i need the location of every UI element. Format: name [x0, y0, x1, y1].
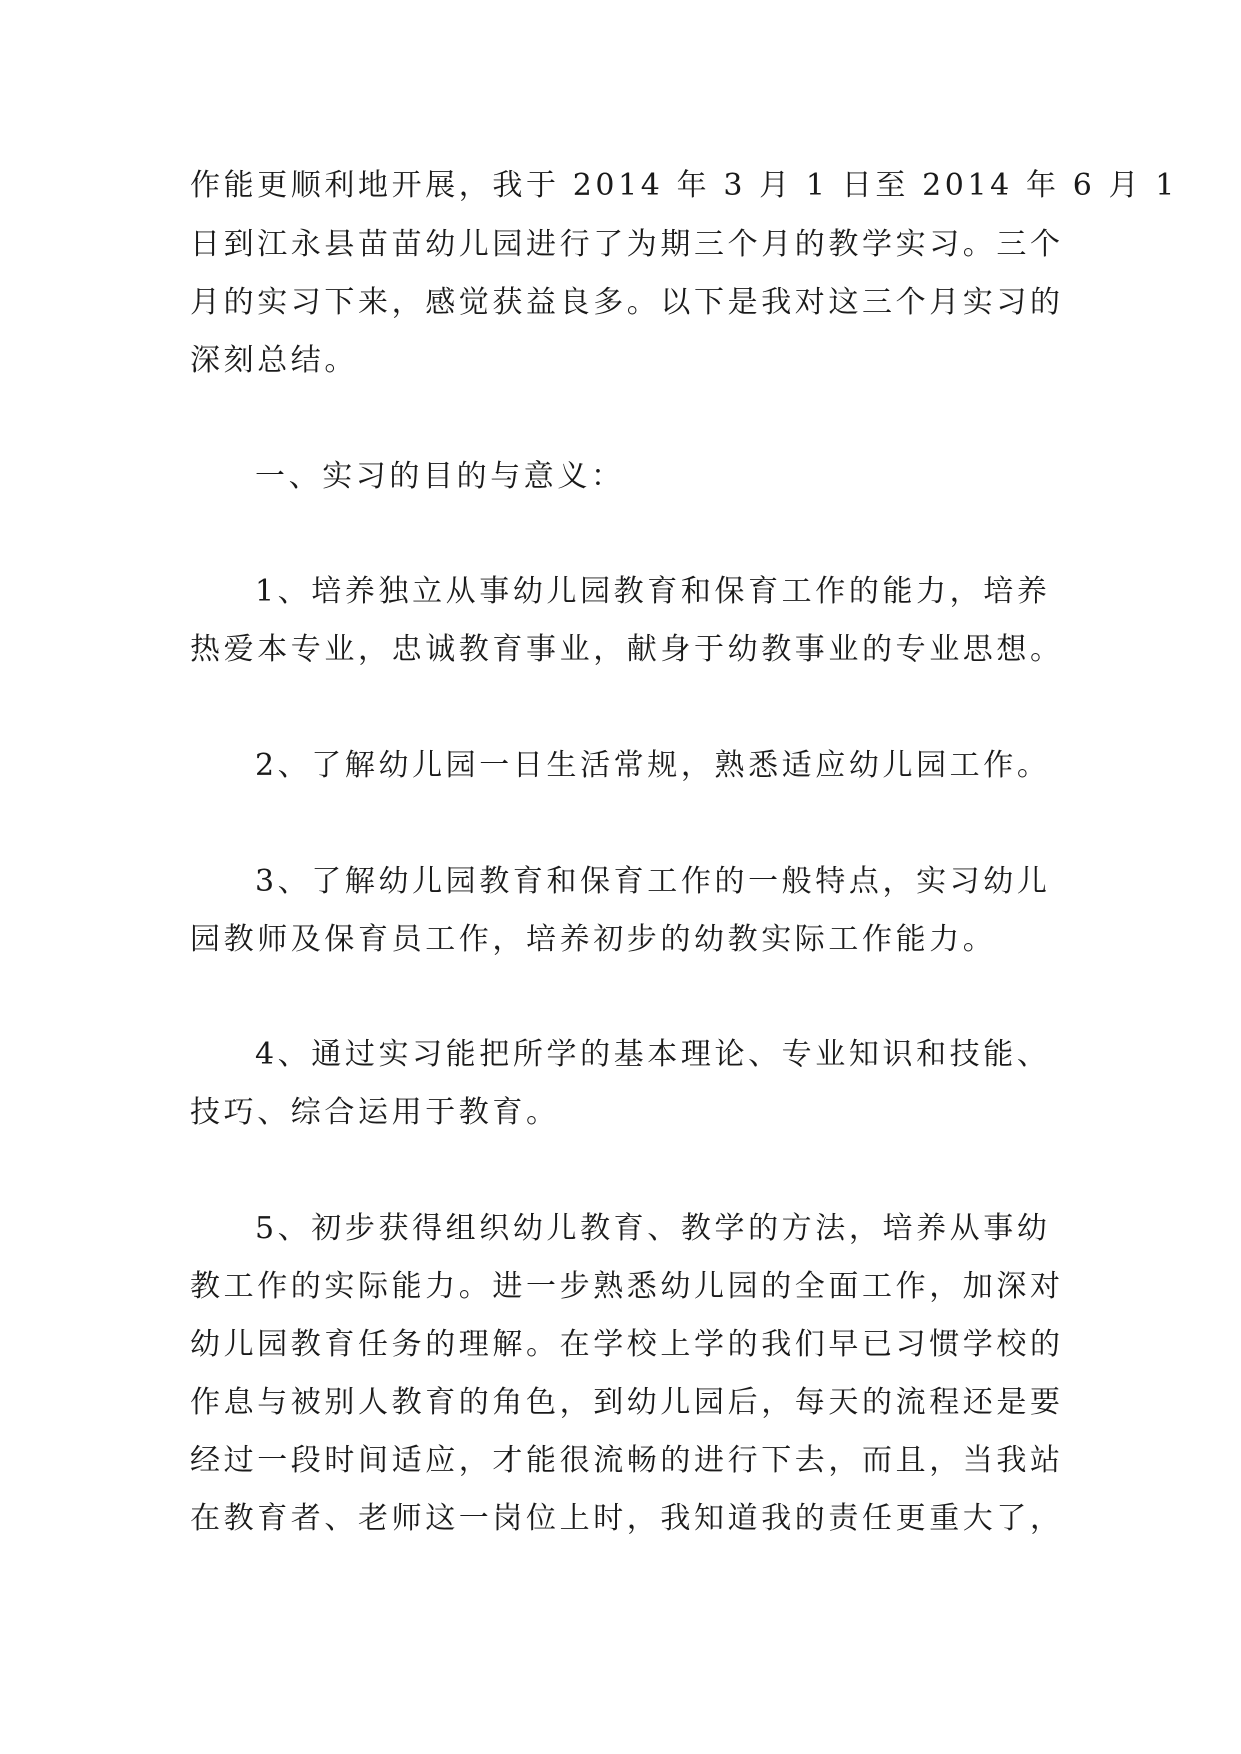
paragraph-intro-line-4: 深刻总结。: [190, 343, 358, 378]
item-5-line-2: 教工作的实际能力。进一步熟悉幼儿园的全面工作，加深对: [190, 1269, 1064, 1304]
item-5-line-6: 在教育者、老师这一岗位上时，我知道我的责任更重大了，: [190, 1501, 1064, 1536]
item-5-line-1: 5、初步获得组织幼儿教育、教学的方法，培养从事幼: [255, 1211, 1051, 1246]
item-3-line-1: 3、了解幼儿园教育和保育工作的一般特点，实习幼儿: [255, 864, 1051, 899]
item-5-line-3: 幼儿园教育任务的理解。在学校上学的我们早已习惯学校的: [190, 1327, 1064, 1362]
paragraph-intro-line-1: 作能更顺利地开展，我于 2014 年 3 月 1 日至 2014 年 6 月 1: [190, 168, 1178, 203]
item-4-line-2: 技巧、综合运用于教育。: [190, 1095, 560, 1130]
item-3-line-2: 园教师及保育员工作，培养初步的幼教实际工作能力。: [190, 922, 997, 957]
paragraph-intro-line-2: 日到江永县苗苗幼儿园进行了为期三个月的教学实习。三个: [190, 227, 1064, 262]
item-5-line-5: 经过一段时间适应，才能很流畅的进行下去，而且，当我站: [190, 1443, 1064, 1478]
paragraph-intro-line-3: 月的实习下来，感觉获益良多。以下是我对这三个月实习的: [190, 285, 1064, 320]
item-5-line-4: 作息与被别人教育的角色，到幼儿园后，每天的流程还是要: [190, 1385, 1064, 1420]
section-heading: 一、实习的目的与意义：: [255, 459, 625, 494]
item-1-line-2: 热爱本专业，忠诚教育事业，献身于幼教事业的专业思想。: [190, 632, 1064, 667]
item-4-line-1: 4、通过实习能把所学的基本理论、专业知识和技能、: [255, 1037, 1051, 1072]
item-2-line-1: 2、了解幼儿园一日生活常规，熟悉适应幼儿园工作。: [255, 748, 1051, 783]
item-1-line-1: 1、培养独立从事幼儿园教育和保育工作的能力，培养: [255, 574, 1051, 609]
